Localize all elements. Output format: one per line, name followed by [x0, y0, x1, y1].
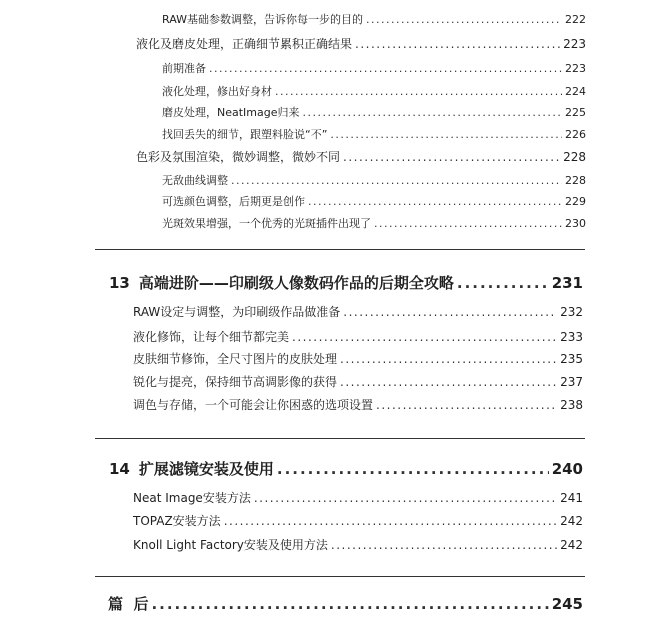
toc-entry-title: 液化处理，修出好身材: [162, 85, 272, 98]
chapter-13-entry[interactable]: [109, 276, 583, 291]
toc-entry[interactable]: [136, 38, 586, 50]
toc-entry-title: 找回丢失的细节，跟塑料脸说“不”: [162, 128, 328, 141]
toc-entry-page: 229: [565, 195, 586, 208]
toc-entry-page: 222: [565, 13, 586, 26]
toc-entry-title: 皮肤细节修饰，全尺寸图片的皮肤处理: [133, 352, 338, 366]
chapter-title: 高端进阶——印刷级人像数码作品的后期全攻略: [138, 274, 454, 292]
toc-entry-title: 可选颜色调整，后期更是创作: [162, 195, 305, 208]
toc-entry[interactable]: [162, 86, 586, 97]
chapter-title: 扩展滤镜安装及使用: [138, 460, 274, 478]
leader-dots: [292, 331, 557, 343]
toc-entry-title: 锐化与提亮，保持细节高调影像的获得: [133, 375, 338, 389]
toc-entry-page: 238: [560, 398, 583, 412]
leader-dots: [277, 462, 549, 477]
toc-entry-title: RAW设定与调整，为印刷级作品做准备: [133, 305, 341, 319]
section-divider: [95, 438, 585, 439]
chapter-number: 14: [109, 460, 130, 478]
toc-entry-page: 228: [563, 150, 586, 164]
toc-entry[interactable]: [133, 492, 583, 504]
toc-entry-page: 233: [560, 330, 583, 344]
toc-entry-page: 228: [565, 174, 586, 187]
toc-entry-title: 液化及磨皮处理，正确细节累积正确结果: [136, 37, 353, 51]
leader-dots: [340, 376, 557, 388]
toc-entry-page: 230: [565, 217, 586, 230]
chapter-page: 240: [551, 460, 583, 478]
toc-entry[interactable]: [162, 196, 586, 207]
leader-dots: [355, 38, 560, 50]
leader-dots: [457, 276, 549, 291]
leader-dots: [343, 306, 557, 318]
toc-entry-page: 232: [560, 305, 583, 319]
toc-entry[interactable]: [162, 129, 586, 140]
leader-dots: [331, 539, 557, 551]
leader-dots: [308, 196, 562, 207]
toc-entry[interactable]: [162, 175, 586, 186]
leader-dots: [224, 515, 557, 527]
toc-entry[interactable]: [133, 539, 583, 551]
toc-entry[interactable]: [133, 306, 583, 318]
toc-entry-page: 225: [565, 106, 586, 119]
toc-entry[interactable]: [133, 353, 583, 365]
toc-entry-title: RAW基础参数调整，告诉你每一步的目的: [162, 13, 363, 26]
leader-dots: [254, 492, 557, 504]
toc-entry-title: 光斑效果增强，一个优秀的光斑插件出现了: [162, 217, 371, 230]
toc-entry[interactable]: [162, 14, 586, 25]
leader-dots: [374, 218, 562, 229]
leader-dots: [376, 399, 557, 411]
toc-entry[interactable]: [133, 376, 583, 388]
toc-entry[interactable]: [133, 399, 583, 411]
toc-entry-page: 235: [560, 352, 583, 366]
toc-entry-page: 226: [565, 128, 586, 141]
toc-entry[interactable]: [136, 151, 586, 163]
toc-entry-title: Knoll Light Factory安装及使用方法: [133, 538, 328, 552]
chapter-number: 13: [109, 274, 130, 292]
leader-dots: [366, 14, 562, 25]
leader-dots: [151, 597, 548, 612]
toc-entry[interactable]: [162, 218, 586, 229]
toc-entry-page: 224: [565, 85, 586, 98]
leader-dots: [330, 129, 562, 140]
toc-entry-page: 242: [560, 538, 583, 552]
toc-entry-title: 磨皮处理，NeatImage归来: [162, 106, 300, 119]
epilogue-page: 245: [551, 595, 583, 613]
leader-dots: [231, 175, 562, 186]
leader-dots: [340, 353, 557, 365]
toc-entry[interactable]: [133, 331, 583, 343]
section-divider: [95, 249, 585, 250]
epilogue-entry[interactable]: [108, 597, 583, 612]
toc-entry-title: 前期准备: [162, 62, 206, 75]
leader-dots: [303, 107, 563, 118]
chapter-page: 231: [551, 274, 583, 292]
leader-dots: [275, 86, 562, 97]
section-divider: [95, 576, 585, 577]
toc-entry[interactable]: [162, 63, 586, 74]
toc-entry-title: TOPAZ安装方法: [133, 514, 221, 528]
toc-entry-title: 无敌曲线调整: [162, 174, 228, 187]
toc-entry-title: 调色与存储，一个可能会让你困惑的选项设置: [133, 398, 374, 412]
leader-dots: [343, 151, 560, 163]
toc-entry-page: 241: [560, 491, 583, 505]
epilogue-title: 篇 后: [108, 595, 149, 613]
toc-entry-page: 223: [563, 37, 586, 51]
toc-entry-title: 色彩及氛围渲染，微妙调整，微妙不同: [136, 150, 341, 164]
toc-entry[interactable]: [162, 107, 586, 118]
toc-entry-page: 223: [565, 62, 586, 75]
toc-entry-title: Neat Image安装方法: [133, 491, 251, 505]
leader-dots: [209, 63, 562, 74]
chapter-14-entry[interactable]: [109, 462, 583, 477]
toc-entry-title: 液化修饰，让每个细节都完美: [133, 330, 290, 344]
toc-entry-page: 237: [560, 375, 583, 389]
toc-entry-page: 242: [560, 514, 583, 528]
toc-entry[interactable]: [133, 515, 583, 527]
